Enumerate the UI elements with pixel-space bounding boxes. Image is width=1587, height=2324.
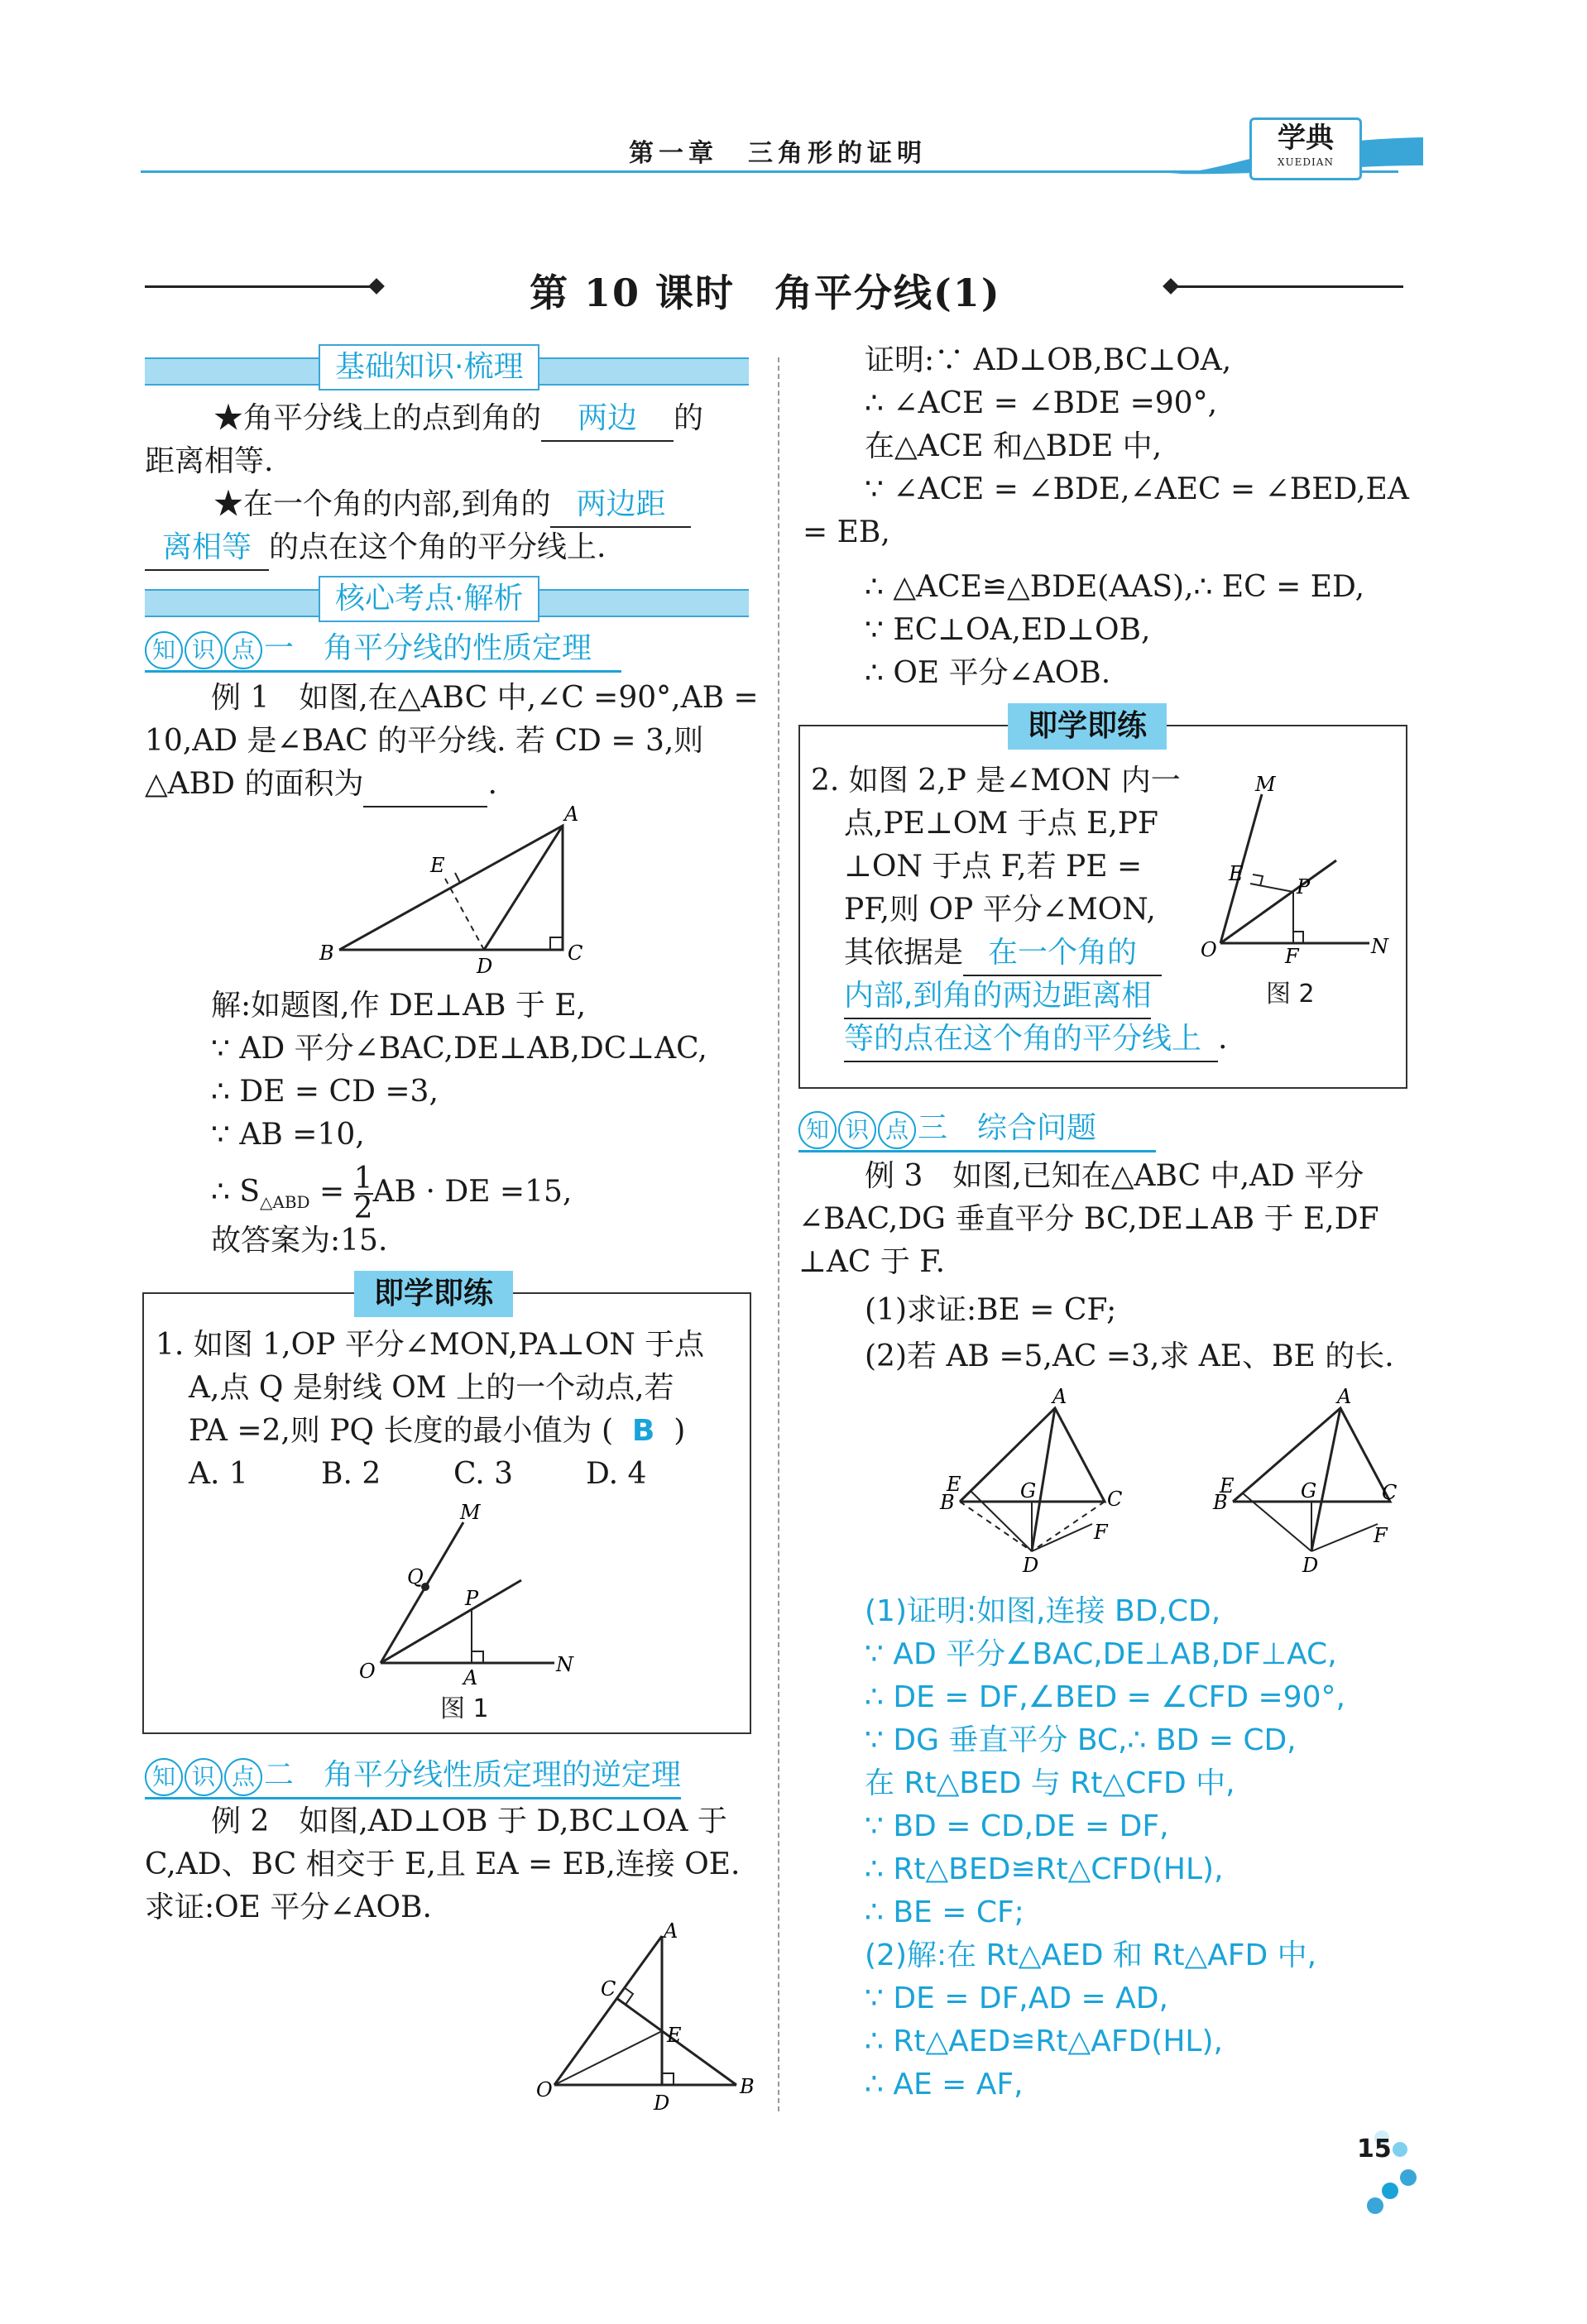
fig3-right-label-e: E [1220,1474,1235,1497]
page-number: 15 [1357,2135,1392,2163]
figure-2-caption: 图 2 [1266,980,1315,1009]
label-o: O [359,1660,376,1683]
example-2-line2: C,AD、BC 相交于 E,且 EA = EB,连接 OE. [145,1847,741,1881]
solution-3-line12: ∴ AE = AF, [865,2068,1024,2101]
section-label-core: 核心考点·解析 [319,576,539,622]
proof-2-line7: ∵ EC⊥OA,ED⊥OB, [865,613,1151,647]
kp1-ball-3: 点 [224,631,262,669]
fig3-left-label-g: G [1020,1479,1037,1502]
segment-oe [554,2031,662,2085]
kp3-ball-3: 点 [878,1111,916,1149]
segment-bd-fig3-left [960,1502,1032,1551]
practice-2-line3: ⊥ON 于点 F,若 PE = [844,850,1143,884]
example-3-line5: (2)若 AB =5,AC =3,求 AE、BE 的长. [865,1339,1394,1373]
fig3-left-label-b: B [940,1491,955,1514]
proof-2-line3: 在△ACE 和△BDE 中, [865,429,1163,463]
ray-op [381,1580,521,1663]
practice-2-answer-2: 内部,到角的两边距离相 [844,975,1151,1019]
solution-3-line5: 在 Rt△BED 与 Rt△CFD 中, [865,1766,1235,1800]
example-1-line3 [145,763,497,807]
solution-3-line8: ∴ BE = CF; [865,1895,1024,1929]
title-rule-right [1172,285,1403,288]
proof-2-line1: 证明:∵ AD⊥OB,BC⊥OA, [865,343,1232,377]
kp2-ball-2: 识 [185,1758,223,1796]
fraction-denominator: 2 [353,1191,373,1225]
knowledge-point-1 [145,627,621,673]
practice-1-line2: A,点 Q 是射线 OM 上的一个动点,若 [189,1371,674,1405]
segment-oa [554,1936,662,2085]
label-a-fig2: A [664,1919,678,1943]
fig3-left-label-a: A [1052,1385,1067,1408]
label-o-fig2b: O [1201,938,1217,961]
option-b: B. 2 [321,1457,381,1491]
fig3-right-label-c: C [1382,1481,1398,1504]
statement-2-suffix: 的点在这个角的平分线上. [269,530,607,564]
fig3-left-label-d: D [1023,1554,1039,1577]
segment-de [445,879,484,950]
example-3-line1: 例 3 如图,已知在△ABC 中,AD 平分 [865,1159,1364,1193]
statement-2-prefix: ★在一个角的内部,到角的 [213,487,551,521]
kp3-ball-2: 识 [838,1111,876,1149]
header-rule [141,170,1398,173]
label-n: N [556,1653,573,1676]
kp3-num: 三 [918,1111,948,1145]
answer-blank-2a: 两边距 [550,483,691,528]
right-angle-f [1293,932,1303,943]
right-angle-c-fig2 [624,1987,633,2005]
solution-1-line5-rest: AB · DE =15, [372,1175,573,1209]
label-d: D [477,955,493,978]
label-o-fig2: O [536,2078,553,2101]
solution-1-line2: ∵ AD 平分∠BAC,DE⊥AB,DC⊥AC, [211,1032,707,1066]
kp1-ball-1: 知 [145,631,183,669]
proof-2-line8: ∴ OE 平分∠AOB. [865,656,1111,690]
fig3-right-label-a: A [1337,1385,1352,1408]
kp2-ball-3: 点 [224,1758,262,1796]
answer-blank-2b: 离相等 [145,526,269,571]
option-a: A. 1 [189,1457,248,1491]
label-q: Q [407,1565,424,1588]
chapter-title: 第一章 三角形的证明 [629,139,927,168]
example-2-line1: 例 2 如图,AD⊥OB 于 D,BC⊥OA 于 [211,1804,727,1838]
statement-1-prefix: ★角平分线上的点到角的 [213,401,542,435]
solution-1-line5 [211,1162,573,1225]
example-3-line4: (1)求证:BE = CF; [865,1293,1117,1327]
example-1-blank [363,763,487,807]
area-symbol: ∴ S [211,1175,261,1209]
kp1-ball-2: 识 [185,631,223,669]
title-diamond-left [368,278,385,295]
solution-1-line6: 故答案为:15. [211,1224,388,1258]
example-1-line3-text: △ABD 的面积为 [145,767,364,801]
solution-1-line1: 解:如题图,作 DE⊥AB 于 E, [211,989,587,1023]
kp3-title: 综合问题 [977,1111,1097,1145]
practice-2-answer-1: 在一个角的 [963,932,1162,976]
statement-2-line2 [145,526,606,571]
label-p-fig2: P [1297,875,1311,898]
segment-ad [484,826,563,950]
fig3-right-label-g: G [1301,1479,1317,1502]
solution-3-line3: ∴ DE = DF,∠BED = ∠CFD =90°, [865,1680,1345,1714]
example-3-line3: ⊥AC 于 F. [798,1245,946,1279]
practice-2-line5 [844,932,1162,976]
practice-2-line2: 点,PE⊥OM 于点 E,PF [844,807,1158,841]
option-d: D. 4 [586,1457,647,1491]
label-f-fig2: F [1285,945,1299,968]
example-3-line2: ∠BAC,DG 垂直平分 BC,DE⊥AB 于 E,DF [798,1202,1379,1236]
solution-3-line2: ∵ AD 平分∠BAC,DE⊥AB,DF⊥AC, [865,1637,1337,1671]
statement-1 [213,397,703,442]
practice-1-answer: B [631,1414,655,1448]
segment-pe [1250,884,1293,892]
label-p: P [465,1587,479,1610]
practice-1-line3 [189,1410,685,1453]
label-c: C [568,942,583,965]
title-rule-left [145,285,376,288]
kp3-ball-1: 知 [798,1111,837,1149]
column-divider [778,357,779,2111]
practice-2-line1: 2. 如图 2,P 是∠MON 内一 [811,764,1181,798]
practice-1-line3-text: PA =2,则 PQ 长度的最小值为 ( [189,1414,613,1448]
example-1-line3-end: . [487,767,497,801]
practice-2-title: 即学即练 [1008,703,1167,750]
example-1-line1: 例 1 如图,在△ABC 中,∠C =90°,AB = [211,681,759,715]
knowledge-point-3 [798,1107,1156,1152]
fig3-left-label-f: F [1094,1521,1108,1544]
segment-df-fig3-right [1311,1524,1378,1551]
brand-subtitle: XUEDIAN [1278,156,1334,168]
kp2-title: 角平分线性质定理的逆定理 [324,1758,682,1792]
practice-1-title: 即学即练 [354,1271,513,1317]
statement-1-suffix: 的 [674,401,704,435]
figure-example-1 [314,803,596,985]
example-2-line3: 求证:OE 平分∠AOB. [145,1890,432,1924]
label-e: E [430,854,445,877]
solution-1-line3: ∴ DE = CD =3, [211,1075,439,1109]
fig3-right-label-b: B [1213,1491,1228,1514]
solution-3-line10: ∵ DE = DF,AD = AD, [865,1981,1168,2015]
example-1-line2: 10,AD 是∠BAC 的平分线. 若 CD = 3,则 [145,724,704,758]
practice-2-line4: PF,则 OP 平分∠MON, [844,893,1156,927]
label-b-fig2: B [740,2075,755,2098]
proof-2-line6: ∴ △ACE≌△BDE(AAS),∴ EC = ED, [865,570,1365,604]
solution-3-line6: ∵ BD = CD,DE = DF, [865,1809,1169,1843]
knowledge-point-2 [145,1754,681,1799]
segment-df-fig3-left [1032,1524,1092,1551]
practice-2-line7 [844,1018,1227,1062]
ray-om [381,1522,463,1663]
fraction-numerator: 1 [353,1162,373,1196]
lesson-title: 第 10 课时 角平分线(1) [530,271,1001,315]
solution-3-line1: (1)证明:如图,连接 BD,CD, [865,1594,1221,1628]
solution-3-line9: (2)解:在 Rt△AED 和 Rt△AFD 中, [865,1938,1317,1972]
section-label-basic: 基础知识·梳理 [319,344,539,391]
option-c: C. 3 [453,1457,514,1491]
brand-name: 学典 [1278,122,1334,155]
statement-1-line2: 距离相等. [145,444,274,478]
solution-1-line4: ∵ AB =10, [211,1118,365,1152]
kp2-ball-1: 知 [145,1758,183,1796]
figure-example-3 [935,1373,1398,1588]
practice-2-basis-label: 其依据是 [844,936,964,970]
practice-2-answer-3: 等的点在这个角的平分线上 [844,1018,1218,1062]
answer-blank-1: 两边 [541,397,674,442]
figure-example-2 [530,1919,770,2118]
fig3-right-label-f: F [1374,1524,1388,1547]
area-subscript: △ABD [260,1192,310,1213]
label-m-fig2: M [1255,773,1276,796]
figure-1-caption: 图 1 [440,1694,489,1723]
solution-3-line7: ∴ Rt△BED≌Rt△CFD(HL), [865,1852,1224,1886]
fig3-right-label-d: D [1302,1554,1319,1577]
kp2-num: 二 [264,1758,295,1792]
label-e-fig2: E [667,2024,682,2047]
right-angle-d [662,2073,674,2085]
label-d-fig2: D [654,2092,670,2115]
label-m: M [460,1501,481,1524]
practice-1-close-paren: ) [674,1414,686,1448]
practice-2-period: . [1218,1022,1228,1056]
proof-2-line2: ∴ ∠ACE = ∠BDE =90°, [865,386,1218,420]
right-angle-c [550,937,563,950]
figure-1 [348,1497,587,1688]
label-a-fig1: A [463,1666,478,1688]
statement-2 [213,483,691,528]
practice-2-line6 [844,975,1151,1019]
label-b: B [319,942,334,965]
proof-2-line4: ∵ ∠ACE = ∠BDE,∠AEC = ∠BED,EA [865,472,1409,506]
fraction-half [353,1162,373,1225]
proof-2-line5: = EB, [803,515,890,549]
kp1-title: 角平分线的性质定理 [324,631,592,665]
label-n-fig2: N [1371,935,1388,958]
solution-3-line11: ∴ Rt△AED≌Rt△AFD(HL), [865,2025,1223,2058]
fig3-left-label-e: E [947,1473,961,1496]
practice-1-line1: 1. 如图 1,OP 平分∠MON,PA⊥ON 于点 [156,1328,705,1362]
label-c-fig2: C [601,1977,616,2001]
label-e-fig2b: E [1229,862,1244,885]
equals-sign: = [319,1175,345,1209]
fig3-left-label-c: C [1107,1488,1123,1511]
figure-2 [1196,769,1394,968]
solution-3-line4: ∵ DG 垂直平分 BC,∴ BD = CD, [865,1723,1297,1757]
right-angle-a [472,1651,483,1663]
kp1-num: 一 [264,631,295,665]
label-a: A [564,803,579,826]
brand-logo [1249,117,1362,180]
